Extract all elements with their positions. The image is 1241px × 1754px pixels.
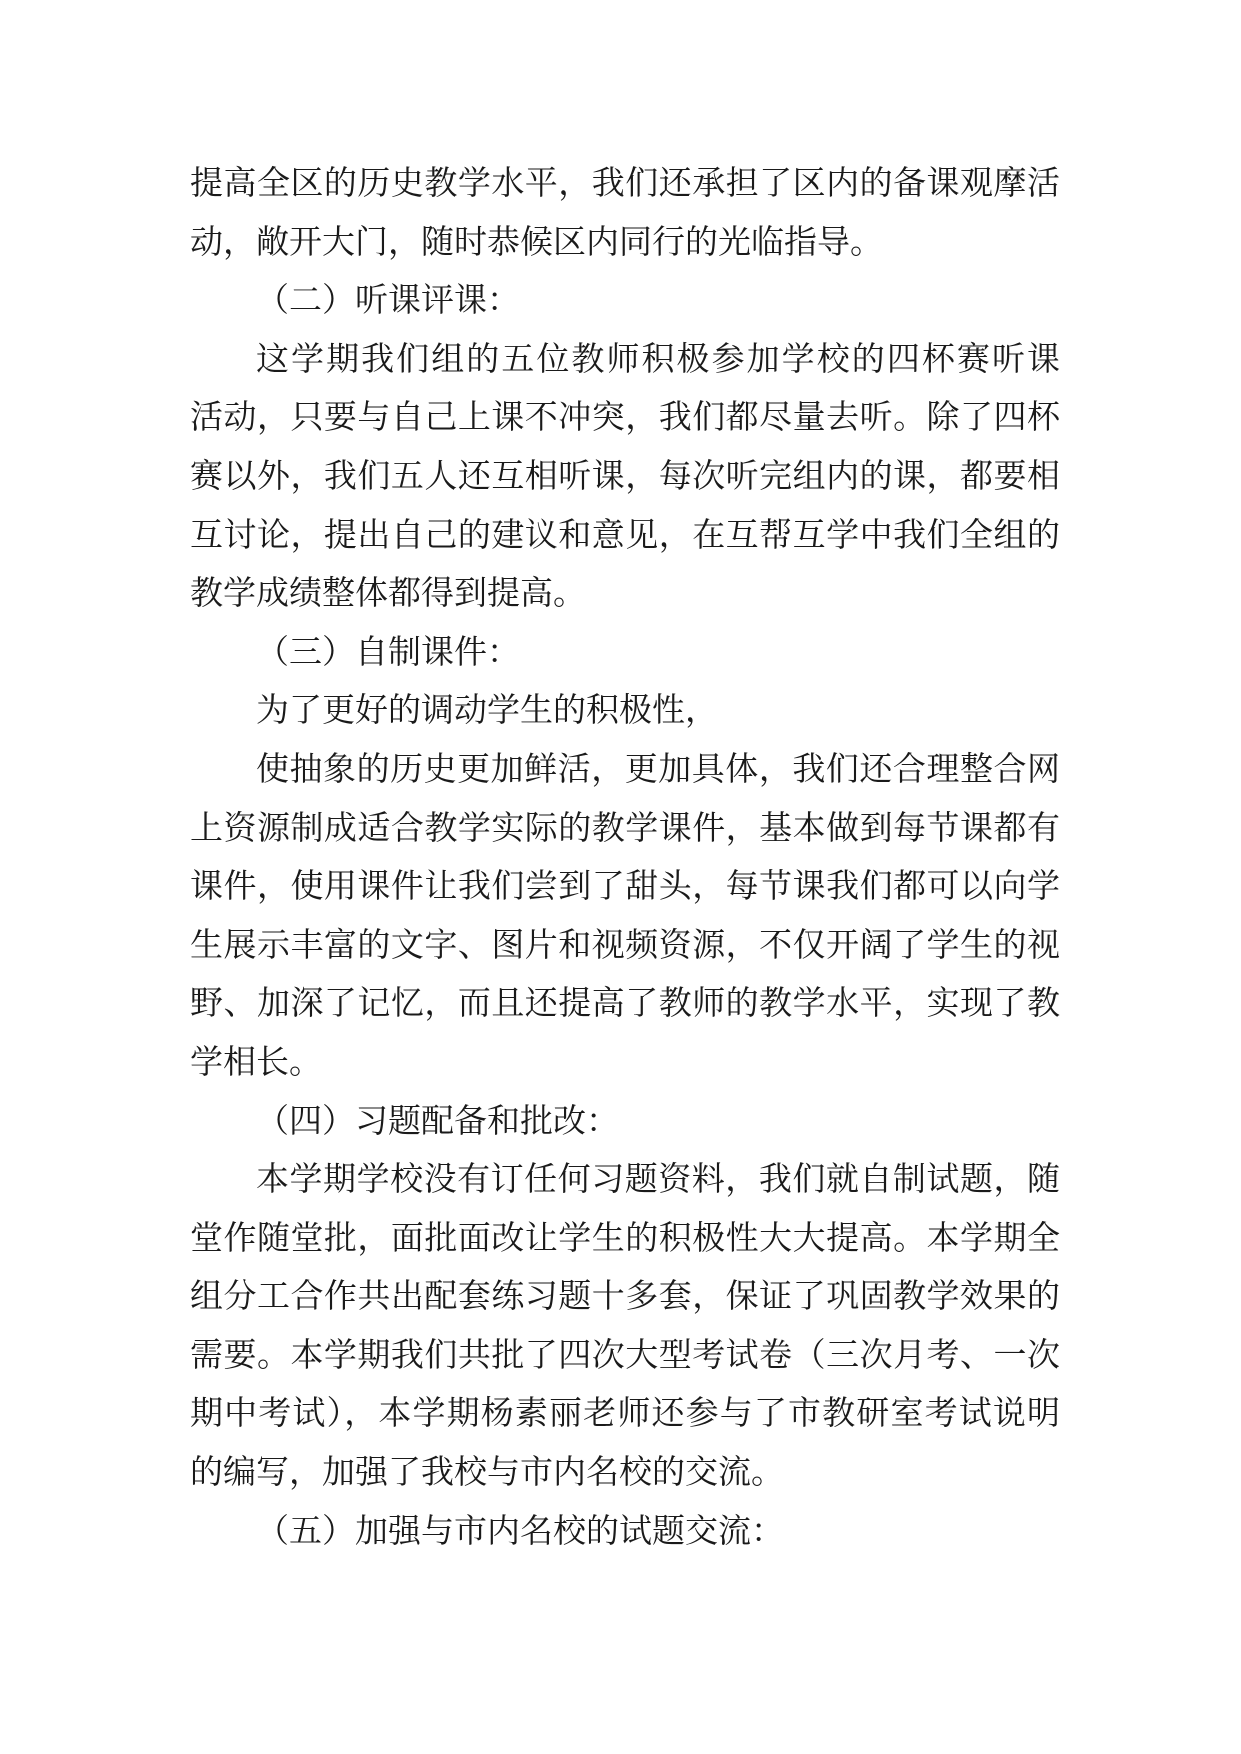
- text-line: 学相长。: [190, 1041, 322, 1081]
- text-line: 动，敞开大门，随时恭候区内同行的光临指导。: [190, 221, 883, 261]
- text-line: 堂作随堂批，面批面改让学生的积极性大大提高。本学期全: [190, 1217, 1060, 1257]
- text-line: 教学成绩整体都得到提高。: [190, 573, 586, 613]
- text-line: 赛以外，我们五人还互相听课，每次听完组内的课，都要相: [190, 455, 1060, 495]
- text-line: 这学期我们组的五位教师积极参加学校的四杯赛听课: [256, 338, 1060, 378]
- text-line: 生展示丰富的文字、图片和视频资源，不仅开阔了学生的视: [190, 924, 1060, 964]
- text-line: 课件，使用课件让我们尝到了甜头，每节课我们都可以向学: [190, 866, 1060, 906]
- section-heading: （五）加强与市内名校的试题交流：: [256, 1510, 784, 1550]
- text-line: 期中考试），本学期杨素丽老师还参与了市教研室考试说明: [190, 1393, 1060, 1433]
- text-line: 本学期学校没有订任何习题资料，我们就自制试题，随: [256, 1159, 1060, 1199]
- section-heading: （三）自制课件：: [256, 631, 520, 671]
- section-heading: （四）习题配备和批改：: [256, 1100, 619, 1140]
- text-line: 使抽象的历史更加鲜活，更加具体，我们还合理整合网: [256, 748, 1060, 788]
- section-heading: （二）听课评课：: [256, 280, 520, 320]
- text-line: 组分工合作共出配套练习题十多套，保证了巩固教学效果的: [190, 1276, 1060, 1316]
- text-line: 的编写，加强了我校与市内名校的交流。: [190, 1452, 784, 1492]
- text-line: 需要。本学期我们共批了四次大型考试卷（三次月考、一次: [190, 1334, 1060, 1374]
- text-line: 提高全区的历史教学水平，我们还承担了区内的备课观摩活: [190, 163, 1060, 202]
- body-text: [190, 154, 1060, 1560]
- text-line: 活动，只要与自己上课不冲突，我们都尽量去听。除了四杯: [190, 397, 1060, 437]
- text-line: 野、加深了记忆，而且还提高了教师的教学水平，实现了教: [190, 983, 1060, 1023]
- text-line: 为了更好的调动学生的积极性，: [256, 690, 718, 730]
- text-line: 上资源制成适合教学实际的教学课件，基本做到每节课都有: [190, 807, 1060, 847]
- text-line: 互讨论，提出自己的建议和意见，在互帮互学中我们全组的: [190, 514, 1060, 554]
